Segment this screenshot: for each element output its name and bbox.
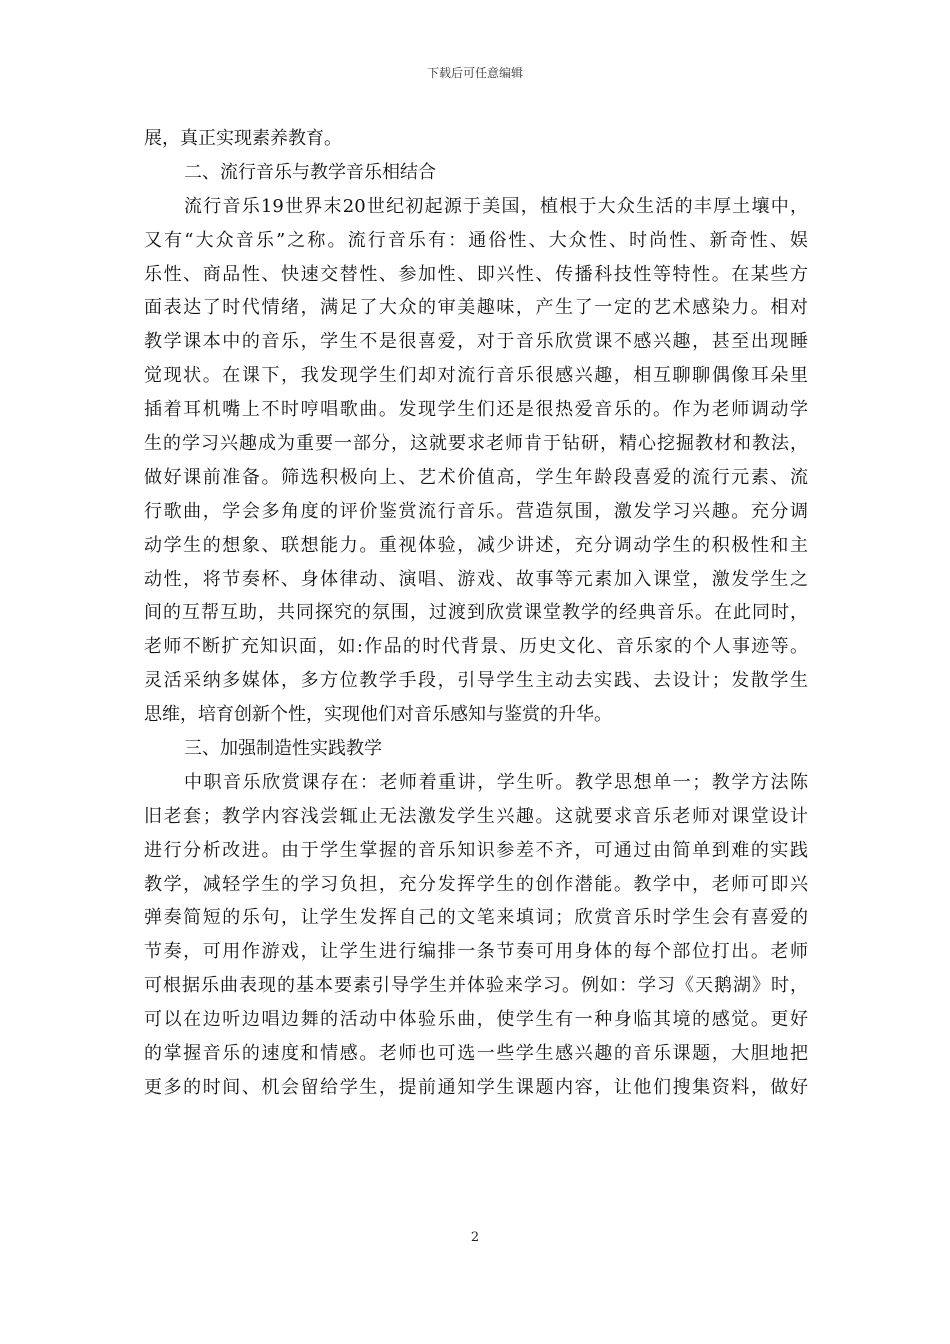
paragraph-line: 可根据乐曲表现的基本要素引导学生并体验来学习。例如：学习《天鹅湖》时， <box>144 975 808 997</box>
paragraph-line: 灵活采纳多媒体，多方位教学手段，引导学生主动去实践、去设计；发散学生 <box>144 670 808 692</box>
paragraph-line: 老师不断扩充知识面，如:作品的时代背景、历史文化、音乐家的个人事迹等。 <box>144 636 808 658</box>
paragraph-line: 动性，将节奏杯、身体律动、演唱、游戏、故事等元素加入课堂，激发学生之 <box>144 568 808 590</box>
paragraph-line: 动学生的想象、联想能力。重视体验，减少讲述，充分调动学生的积极性和主 <box>144 534 808 556</box>
paragraph-line: 的掌握音乐的速度和情感。老师也可选一些学生感兴趣的音乐课题，大胆地把 <box>144 1043 808 1065</box>
paragraph-line: 教学，减轻学生的学习负担，充分发挥学生的创作潜能。教学中，老师可即兴 <box>144 873 808 895</box>
paragraph-line: 进行分析改进。由于学生掌握的音乐知识参差不齐，可通过由简单到难的实践 <box>144 839 808 861</box>
paragraph-line: 展，真正实现素养教育。 <box>144 128 342 149</box>
paragraph-line: 乐性、商品性、快速交替性、参加性、即兴性、传播科技性等特性。在某些方 <box>144 263 808 285</box>
document-body <box>144 122 808 1105</box>
paragraph-line: 弹奏简短的乐句，让学生发挥自己的文笔来填词；欣赏音乐时学生会有喜爱的 <box>144 907 808 929</box>
paragraph-line: 流行音乐19世界末20世纪初起源于美国，植根于大众生活的丰厚土壤中， <box>184 195 808 217</box>
paragraph-line: 做好课前准备。筛选积极向上、艺术价值高，学生年龄段喜爱的流行元素、流 <box>144 466 808 488</box>
section-heading: 三、加强制造性实践教学 <box>184 738 382 760</box>
page-number: 2 <box>470 1230 480 1245</box>
paragraph-line: 又有“大众音乐”之称。流行音乐有：通俗性、大众性、时尚性、新奇性、娱 <box>144 229 808 251</box>
paragraph-line: 生的学习兴趣成为重要一部分，这就要求老师肯于钻研，精心挖掘教材和教法， <box>144 433 808 455</box>
paragraph-line: 思维，培育创新个性，实现他们对音乐感知与鉴赏的升华。 <box>144 704 612 726</box>
paragraph-line: 中职音乐欣赏课存在：老师着重讲，学生听。教学思想单一；教学方法陈 <box>184 771 808 793</box>
paragraph-line: 面表达了时代情绪，满足了大众的审美趣味，产生了一定的艺术感染力。相对 <box>144 297 808 319</box>
section-heading: 二、流行音乐与教学音乐相结合 <box>184 161 436 183</box>
paragraph-line: 节奏，可用作游戏，让学生进行编排一条节奏可用身体的每个部位打出。老师 <box>144 941 808 963</box>
paragraph-line: 觉现状。在课下，我发现学生们却对流行音乐很感兴趣，相互聊聊偶像耳朵里 <box>144 365 808 387</box>
paragraph-line: 可以在边听边唱边舞的活动中体验乐曲，使学生有一种身临其境的感觉。更好 <box>144 1009 808 1031</box>
paragraph-line: 行歌曲，学会多角度的评价鉴赏流行音乐。营造氛围，激发学习兴趣。充分调 <box>144 500 808 522</box>
paragraph-line: 旧老套；教学内容浅尝辄止无法激发学生兴趣。这就要求音乐老师对课堂设计 <box>144 805 808 827</box>
page-header: 下载后可任意编辑 <box>426 66 523 80</box>
paragraph-line: 间的互帮互助，共同探究的氛围，过渡到欣赏课堂教学的经典音乐。在此同时， <box>144 602 808 624</box>
paragraph-line: 更多的时间、机会留给学生，提前通知学生课题内容，让他们搜集资料，做好 <box>144 1076 808 1098</box>
paragraph-line: 插着耳机嘴上不时哼唱歌曲。发现学生们还是很热爱音乐的。作为老师调动学 <box>144 399 808 421</box>
paragraph-line: 教学课本中的音乐，学生不是很喜爱，对于音乐欣赏课不感兴趣，甚至出现睡 <box>144 331 808 353</box>
